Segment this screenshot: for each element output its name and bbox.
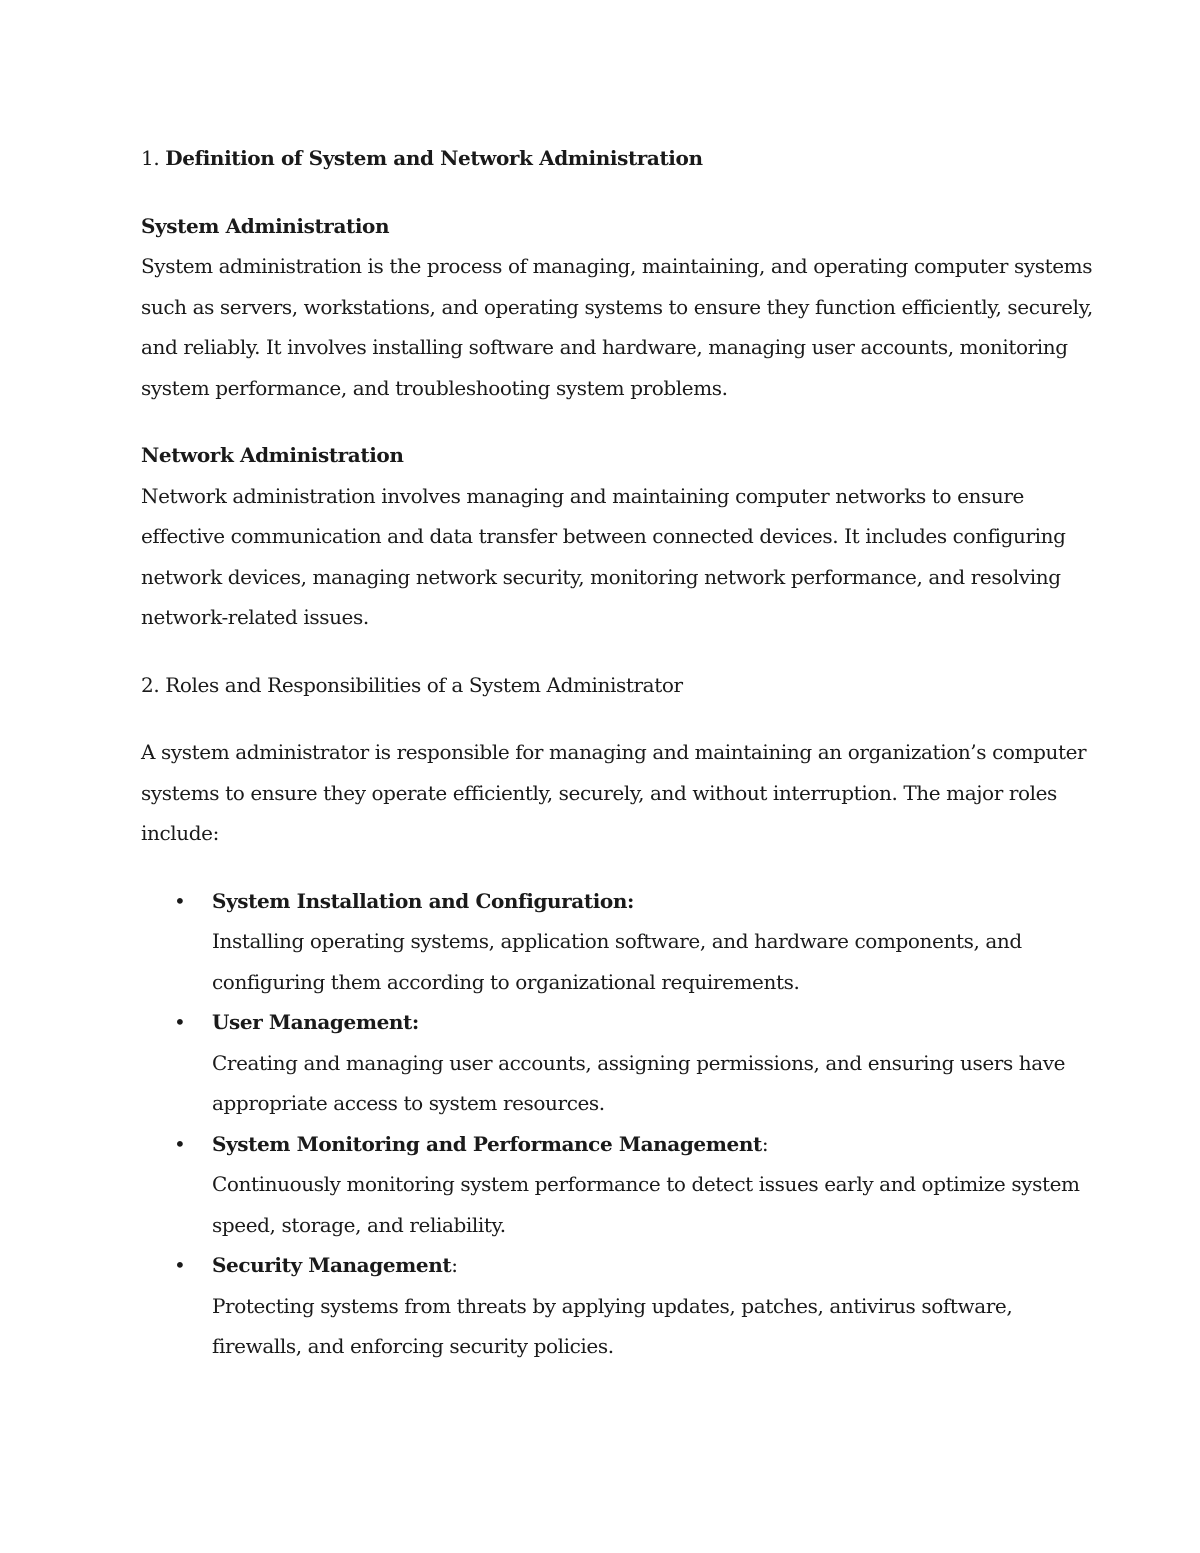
role-title — [212, 1002, 1071, 1043]
network-admin-paragraph — [141, 476, 1071, 638]
section-1-heading — [141, 138, 1071, 179]
bullet-icon: • — [174, 1131, 186, 1156]
paragraph-line: System administration is the process of managing, maintaining, and operating computer systems — [141, 254, 1093, 278]
role-line: Protecting systems from threats by applying updates, patches, antivirus software, — [212, 1293, 1013, 1318]
role-title-text: Security Management — [212, 1253, 452, 1277]
bullet-icon: • — [174, 888, 186, 913]
paragraph-line: and reliably. It involves installing software and hardware, managing user accounts, monitoring — [141, 335, 1068, 359]
bullet-icon: • — [174, 1253, 186, 1277]
role-title — [212, 881, 1071, 922]
role-title-text: User Management: — [212, 1010, 419, 1034]
role-line: configuring them according to organizational requirements. — [212, 969, 800, 994]
paragraph-line: network devices, managing network security, monitoring network performance, and resolving — [141, 564, 1061, 589]
list-item — [141, 1124, 1080, 1246]
paragraph-line: A system administrator is responsible for managing and maintaining an organization’s computer — [141, 740, 1087, 764]
role-title-text: System Monitoring and Performance Management — [212, 1131, 762, 1156]
document-page — [141, 138, 1093, 1367]
role-title — [212, 1124, 1071, 1165]
roles-list — [141, 881, 1080, 1367]
paragraph-line: systems to ensure they operate efficiently, securely, and without interruption. The major roles — [141, 780, 1057, 805]
role-title-text: System Installation and Configuration: — [212, 888, 634, 913]
role-title-suffix: : — [451, 1253, 458, 1277]
paragraph-line: such as servers, workstations, and operating systems to ensure they function efficiently, securely, — [141, 294, 1093, 319]
network-admin-heading: Network Administration — [141, 443, 404, 467]
role-line: appropriate access to system resources. — [212, 1091, 605, 1115]
section-1-title: Definition of System and Network Administration — [165, 146, 703, 170]
system-admin-paragraph — [141, 246, 1093, 408]
list-item — [141, 1002, 1071, 1124]
system-admin-heading: System Administration — [141, 213, 390, 238]
role-line: Installing operating systems, application software, and hardware components, and — [212, 929, 1022, 953]
section-2-heading: 2. Roles and Responsibilities of a System Administrator — [141, 672, 683, 697]
section-1-number: 1. — [141, 146, 160, 170]
intro-paragraph — [141, 732, 1087, 854]
paragraph-line: include: — [141, 821, 219, 845]
paragraph-line: Network administration involves managing and maintaining computer networks to ensure — [141, 483, 1024, 508]
paragraph-line: network-related issues. — [141, 605, 369, 629]
role-line: firewalls, and enforcing security policies. — [212, 1334, 614, 1358]
role-line: Creating and managing user accounts, assigning permissions, and ensuring users have — [212, 1050, 1066, 1075]
paragraph-line: effective communication and data transfer between connected devices. It includes configuring — [141, 524, 1066, 548]
role-title-suffix: : — [761, 1131, 769, 1156]
role-line: Continuously monitoring system performance to detect issues early and optimize system — [212, 1172, 1080, 1196]
paragraph-line: system performance, and troubleshooting system problems. — [141, 375, 728, 400]
role-title — [212, 1245, 1071, 1286]
list-item — [141, 881, 1071, 1003]
bullet-icon: • — [174, 1010, 186, 1034]
role-line: speed, storage, and reliability. — [212, 1212, 506, 1237]
list-item — [141, 1245, 1071, 1367]
